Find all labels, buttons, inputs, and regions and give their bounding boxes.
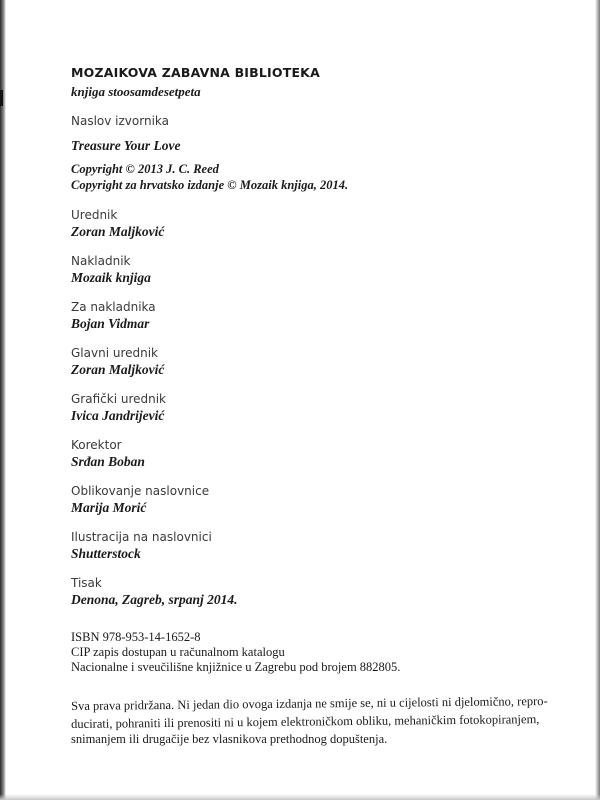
credit-value-graficki-urednik: Ivica Jandrijević bbox=[71, 408, 165, 423]
credit-value-korektor: Srđan Boban bbox=[71, 454, 145, 469]
copyright-line: Copyright © 2013 J. C. Reed bbox=[71, 162, 219, 176]
rights-line-2: ducirati, pohraniti ili prenositi ni u kojem elektroničkom obliku, mehaničkim fotokopiranjem, bbox=[71, 712, 540, 731]
rights-line-1: Sva prava pridržana. Ni jedan dio ovoga izdanja ne smije se, ni u cijelosti ni djelomično, repro- bbox=[71, 694, 548, 713]
credit-label-nakladnik: Nakladnik bbox=[71, 254, 131, 268]
page-edge-shadow-right bbox=[595, 0, 600, 800]
credit-label-tisak: Tisak bbox=[71, 576, 102, 590]
credit-value-tisak: Denona, Zagreb, srpanj 2014. bbox=[71, 592, 238, 607]
page-edge-shadow-bottom bbox=[0, 794, 600, 800]
series-subtitle: knjiga stoosamdesetpeta bbox=[71, 84, 201, 99]
copyright-hr-line: Copyright za hrvatsko izdanje © Mozaik knjiga, 2014. bbox=[71, 178, 349, 192]
credit-label-graficki-urednik: Grafički urednik bbox=[71, 392, 167, 406]
isbn-line: ISBN 978-953-14-1652-8 bbox=[71, 630, 201, 644]
page-edge-mark bbox=[0, 90, 3, 106]
series-title: MOZAIKOVA ZABAVNA BIBLIOTEKA bbox=[71, 65, 320, 80]
credit-label-glavni-urednik: Glavni urednik bbox=[71, 346, 159, 360]
original-title: Treasure Your Love bbox=[71, 138, 181, 153]
credit-label-korektor: Korektor bbox=[71, 438, 122, 452]
original-title-label: Naslov izvornika bbox=[71, 114, 170, 128]
credit-value-urednik: Zoran Maljković bbox=[71, 224, 165, 239]
rights-line-3: snimanjem ili drugačije bez vlasnikova prethodnog dopuštenja. bbox=[71, 732, 388, 746]
credit-value-glavni-urednik: Zoran Maljković bbox=[71, 362, 165, 377]
credit-label-ilustracija: Ilustracija na naslovnici bbox=[71, 530, 212, 544]
page-edge-shadow-left bbox=[0, 0, 6, 800]
credit-value-oblikovanje-naslovnice: Marija Morić bbox=[71, 500, 147, 515]
cip-line-2: Nacionalne i sveučilišne knjižnice u Zagrebu pod brojem 882805. bbox=[71, 660, 401, 674]
credit-value-ilustracija: Shutterstock bbox=[71, 546, 141, 561]
credit-value-za-nakladnika: Bojan Vidmar bbox=[71, 316, 150, 331]
credit-label-urednik: Urednik bbox=[71, 208, 118, 222]
credit-label-oblikovanje-naslovnice: Oblikovanje naslovnice bbox=[71, 484, 210, 498]
cip-line-1: CIP zapis dostupan u računalnom katalogu bbox=[71, 645, 285, 659]
credit-label-za-nakladnika: Za nakladnika bbox=[71, 300, 156, 314]
credit-value-nakladnik: Mozaik knjiga bbox=[71, 270, 151, 285]
